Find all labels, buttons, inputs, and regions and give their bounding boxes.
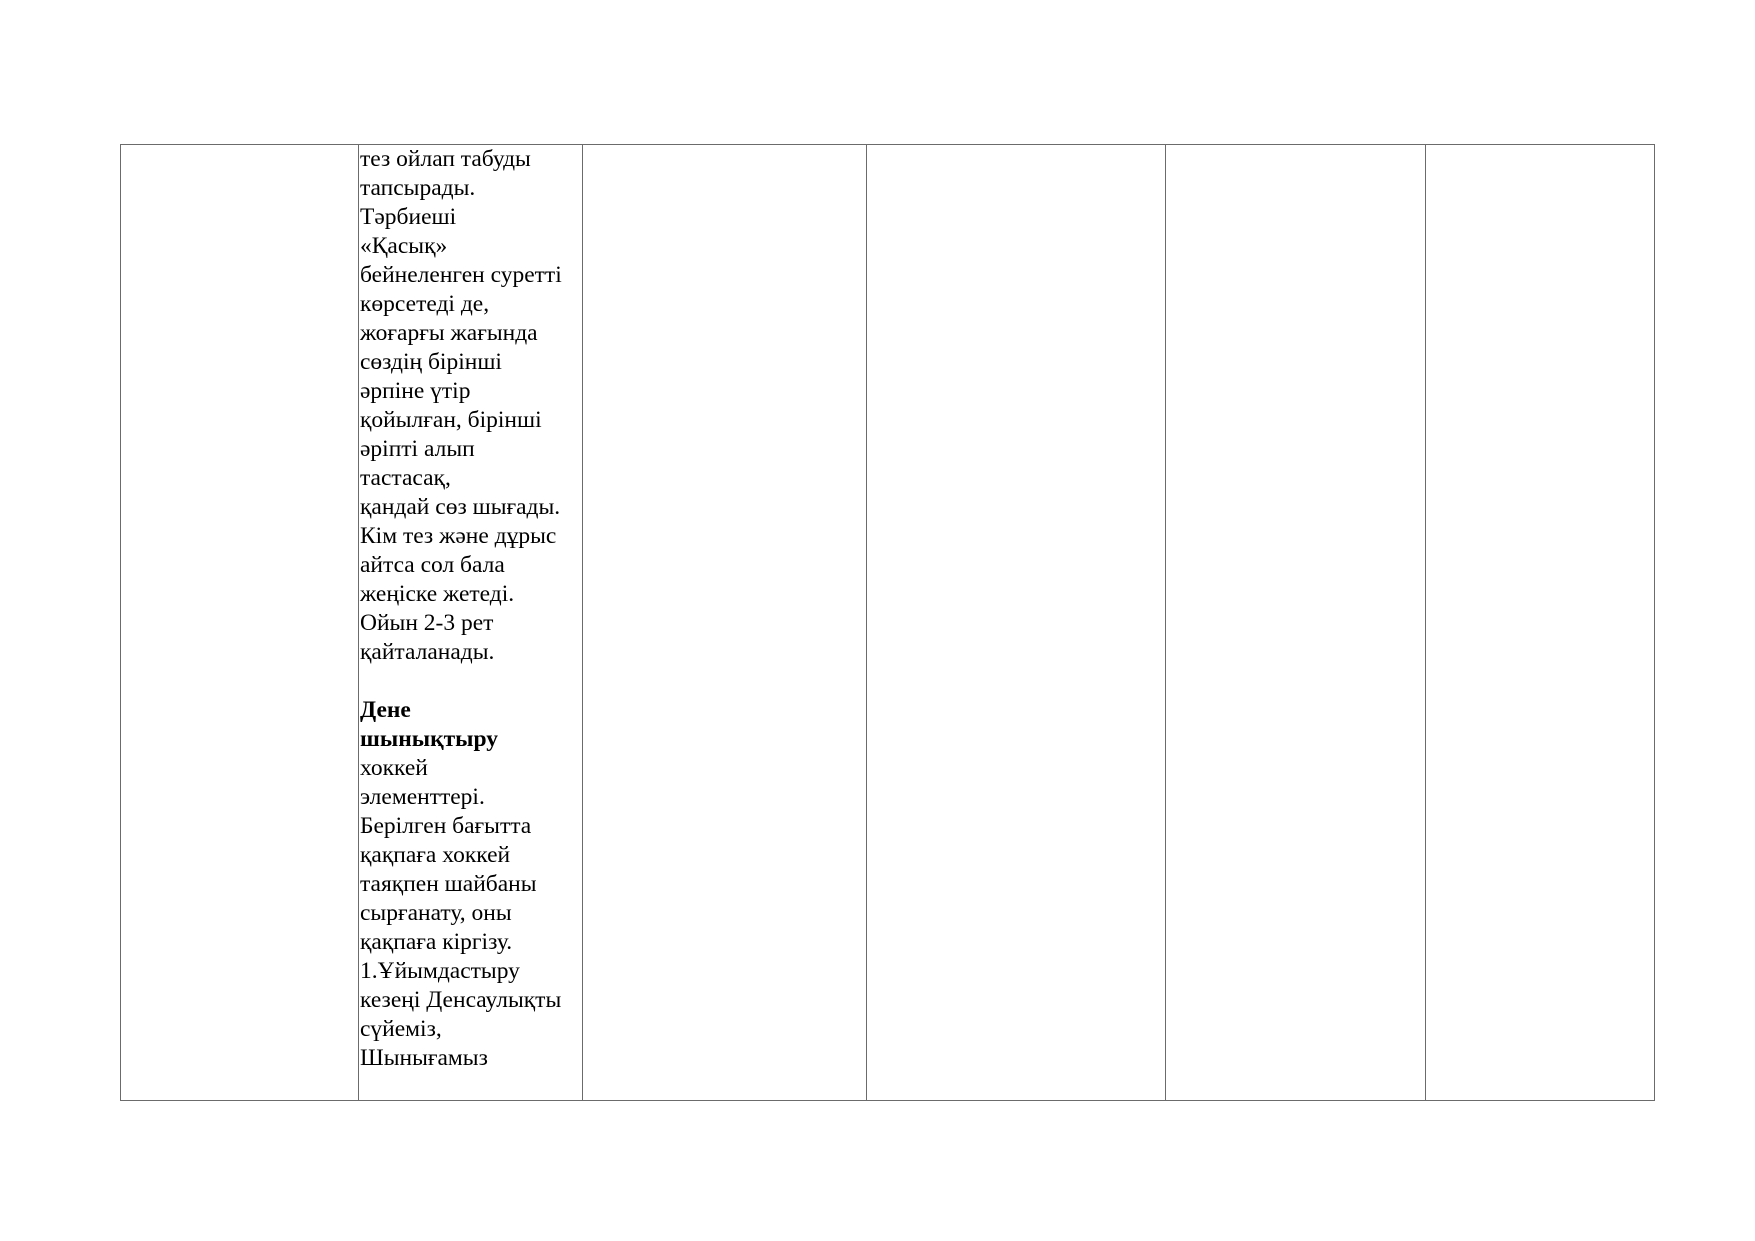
- text-line: жоғарғы жағында: [360, 320, 538, 346]
- section-heading: [360, 696, 578, 754]
- text-line: қақпаға кіргізу.: [360, 929, 513, 955]
- text-line: қандай сөз шығады.: [360, 494, 561, 520]
- text-line: әріпті алып: [360, 436, 475, 462]
- heading-text: Дене: [360, 697, 411, 723]
- text-line: әрпіне үтір: [360, 378, 471, 404]
- table-cell-col5: [1166, 145, 1426, 1101]
- cell-text-col2: [359, 145, 582, 1073]
- text-line: Тәрбиеші: [360, 204, 457, 230]
- paragraph-hockey-elements: [360, 754, 578, 1073]
- heading-line: [360, 725, 578, 754]
- text-line: тастасақ,: [360, 465, 451, 491]
- text-line: хоккей: [360, 755, 428, 781]
- text-line: қайталанады.: [360, 639, 495, 665]
- table-cell-col3: [583, 145, 867, 1101]
- text-line: жеңіске жетеді.: [360, 581, 515, 607]
- text-line: Кім тез және дұрыс: [360, 523, 557, 549]
- text-line: сөздің бірінші: [360, 349, 502, 375]
- table-cell-col1: [121, 145, 359, 1101]
- blank-line: [360, 667, 578, 696]
- heading-text: шынықтыру: [360, 726, 499, 752]
- text-line: таяқпен шайбаны: [360, 871, 537, 897]
- paragraph-game-description: [360, 145, 578, 667]
- text-line: айтса сол бала: [360, 552, 505, 578]
- text-line: көрсетеді де,: [360, 291, 490, 317]
- text-line: «Қасық»: [360, 233, 448, 259]
- text-line: Ойын 2-3 рет: [360, 610, 494, 636]
- table-row: [121, 145, 1655, 1101]
- text-line: кезеңі Денсаулықты: [360, 987, 562, 1013]
- text-line: қақпаға хоккей: [360, 842, 511, 868]
- text-line: бейнеленген суретті: [360, 262, 562, 288]
- table-cell-col4: [867, 145, 1166, 1101]
- text-line: сүйеміз,: [360, 1016, 442, 1042]
- lesson-plan-table: [120, 144, 1655, 1101]
- text-line: элементтері.: [360, 784, 485, 810]
- text-line: тез ойлап табуды: [360, 146, 531, 172]
- text-line: қойылған, бірінші: [360, 407, 542, 433]
- text-line: сырғанату, оны: [360, 900, 512, 926]
- text-line: Шынығамыз: [360, 1045, 488, 1071]
- text-line: Берілген бағытта: [360, 813, 532, 839]
- table-cell-col2: [359, 145, 583, 1101]
- text-line: тапсырады.: [360, 175, 476, 201]
- table-cell-col6: [1426, 145, 1655, 1101]
- text-line: 1.Ұйымдастыру: [360, 958, 520, 984]
- heading-line: [360, 696, 578, 725]
